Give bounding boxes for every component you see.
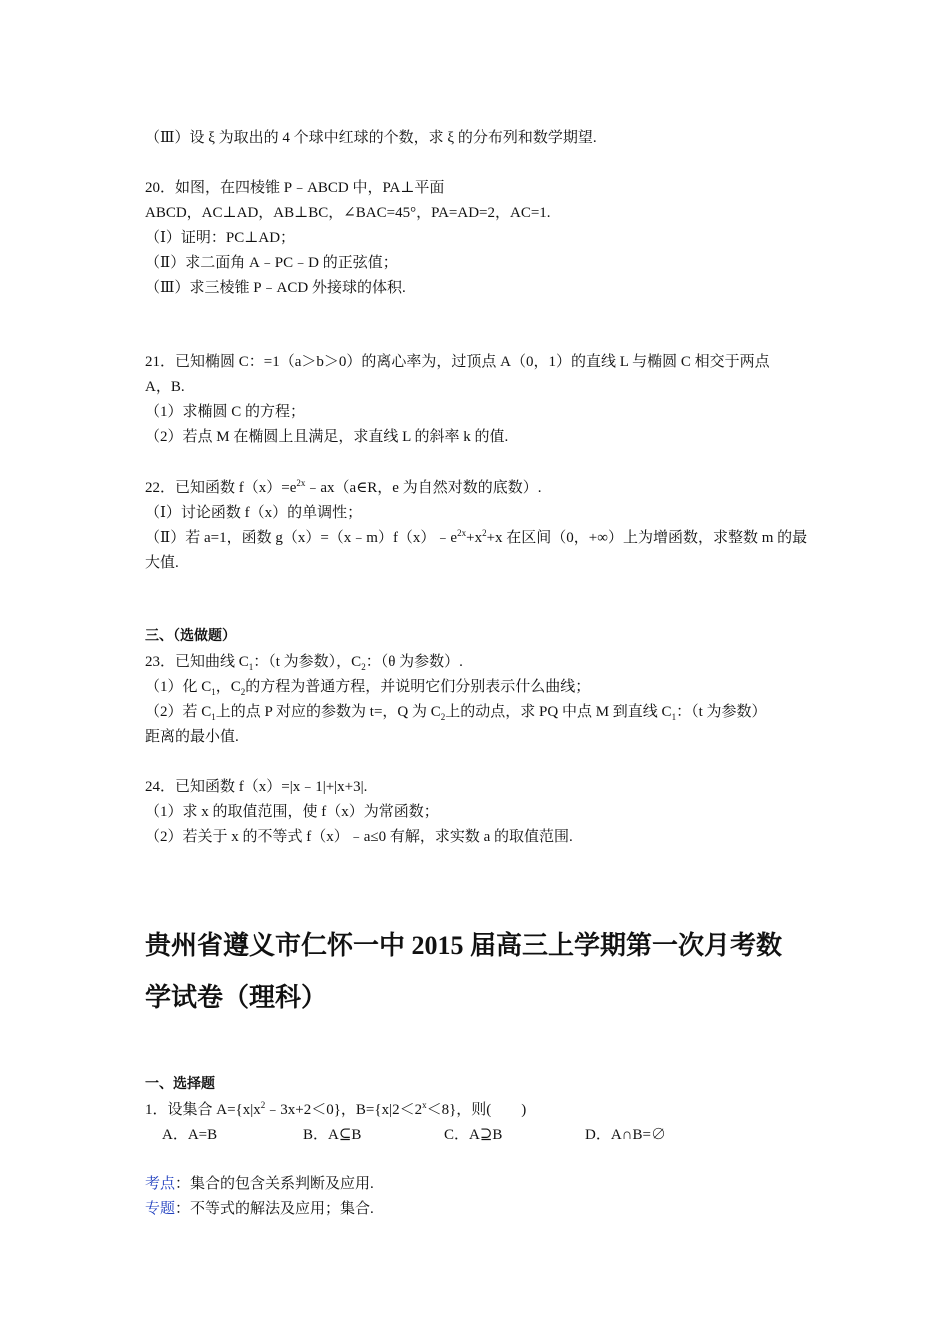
q22-part2-text-end: +x 在区间（0，+∞）上为增函数，求整数 m 的最 xyxy=(486,530,808,546)
q21-part2: （2）若点 M 在椭圆上且满足，求直线 L 的斜率 k 的值. xyxy=(145,429,509,445)
q1-kaodian xyxy=(145,1174,374,1194)
q23-part2-text-3: 上的动点，求 PQ 中点 M 到直线 C xyxy=(445,704,672,720)
q1-stem-text-mid: ﹣3x+2＜0}，B={x|2＜2 xyxy=(265,1102,423,1118)
q23-subscript-2: 2 xyxy=(361,662,366,672)
q20-stem-line2: ABCD，AC⊥AD，AB⊥BC，∠BAC=45°，PA=AD=2，AC=1. xyxy=(145,205,551,221)
q1-choice-d: D．A∩B=∅ xyxy=(585,1127,666,1143)
q23-stem-text: 23．已知曲线 C xyxy=(145,654,249,670)
q20-stem-line1: 20．如图，在四棱锥 P﹣ABCD 中，PA⊥平面 xyxy=(145,180,445,196)
q1-stem-text: 1．设集合 A={x|x xyxy=(145,1102,261,1118)
q1-stem xyxy=(145,1100,526,1120)
q22-stem-text-end: ﹣ax（a∈R，e 为自然对数的底数）. xyxy=(305,480,542,496)
q1-choice-a: A．A=B xyxy=(162,1127,218,1143)
q1-choice-c: C．A⊇B xyxy=(444,1127,503,1143)
q23-part1-subscript-2: 2 xyxy=(240,687,246,697)
q1-exponent-2: x xyxy=(422,1100,427,1110)
q23-part2-line2: 距离的最小值. xyxy=(145,729,239,745)
q23-part2 xyxy=(145,702,766,722)
q23-stem-text-mid: ：（t 为参数），C xyxy=(253,654,362,670)
q23-part1-text: （1）化 C xyxy=(145,679,212,695)
q22-part1: （Ⅰ）讨论函数 f（x）的单调性； xyxy=(145,505,363,521)
q22-part2 xyxy=(145,528,807,548)
q23-part1-text-end: 的方程为普通方程，并说明它们分别表示什么曲线； xyxy=(245,679,591,695)
q22-part2-text: （Ⅱ）若 a=1，函数 g（x）=（x﹣m）f（x）﹣e xyxy=(145,530,458,546)
q1-exponent-1: 2 xyxy=(260,1100,266,1110)
q1-zhuanti xyxy=(145,1199,374,1219)
q22-part2-text-mid: +x xyxy=(466,530,483,546)
q23-part2-text-end: ：（t 为参数） xyxy=(676,704,767,720)
q20-part3: （Ⅲ）求三棱锥 P﹣ACD 外接球的体积. xyxy=(145,280,406,296)
q23-stem-text-end: ：（θ 为参数）. xyxy=(365,654,463,670)
kaodian-label: 考点 xyxy=(145,1176,176,1192)
q24-part1: （1）求 x 的取值范围，使 f（x）为常函数； xyxy=(145,804,439,820)
exam-title-line1: 贵州省遵义市仁怀一中 2015 届高三上学期第一次月考数 xyxy=(145,931,783,960)
q23-stem xyxy=(145,652,463,672)
section3-heading: 三、（选做题） xyxy=(145,629,236,644)
q23-part2-text: （2）若 C xyxy=(145,704,212,720)
q23-part2-subscript-2: 2 xyxy=(440,712,446,722)
q23-part1-subscript-1: 1 xyxy=(211,687,216,697)
q23-part1-text-mid: ，C xyxy=(215,679,241,695)
q19-part3: （Ⅲ）设 ξ 为取出的 4 个球中红球的个数，求 ξ 的分布列和数学期望. xyxy=(145,130,597,146)
q20-part1: （Ⅰ）证明：PC⊥AD； xyxy=(145,230,296,246)
q20-part2: （Ⅱ）求二面角 A﹣PC﹣D 的正弦值； xyxy=(145,255,398,271)
q22-stem xyxy=(145,478,541,498)
q23-subscript-1: 1 xyxy=(248,662,254,672)
q21-part1: （1）求椭圆 C 的方程； xyxy=(145,404,306,420)
q21-stem-line1: 21．已知椭圆 C：=1（a＞b＞0）的离心率为，过顶点 A（0，1）的直线 L 与椭圆 C 相交于两点 xyxy=(145,354,770,370)
q22-stem-text: 22．已知函数 f（x）=e xyxy=(145,480,297,496)
q22-part2-exponent-1: 2x xyxy=(457,528,467,538)
q21-stem-line2: A，B. xyxy=(145,379,185,395)
q23-part2-subscript-3: 1 xyxy=(671,712,677,722)
q24-part2: （2）若关于 x 的不等式 f（x）﹣a≤0 有解，求实数 a 的取值范围. xyxy=(145,829,573,845)
q23-part2-subscript-1: 1 xyxy=(211,712,216,722)
exam-title-line2: 学试卷（理科） xyxy=(145,983,328,1012)
section1-heading: 一、选择题 xyxy=(145,1077,215,1092)
q22-part2-line2: 大值. xyxy=(145,555,179,571)
q1-choices xyxy=(162,1125,726,1145)
q22-part2-exponent-2: 2 xyxy=(482,528,487,538)
q22-exponent: 2x xyxy=(296,478,306,488)
zhuanti-label: 专题 xyxy=(145,1201,176,1217)
q23-part2-text-2: 上的点 P 对应的参数为 t=，Q 为 C xyxy=(215,704,441,720)
kaodian-text: ：集合的包含关系判断及应用. xyxy=(175,1176,374,1192)
zhuanti-text: ：不等式的解法及应用；集合. xyxy=(175,1201,374,1217)
q23-part1 xyxy=(145,677,590,697)
q24-stem: 24．已知函数 f（x）=|x﹣1|+|x+3|. xyxy=(145,779,368,795)
q1-stem-text-end: ＜8}，则( ) xyxy=(426,1102,527,1118)
q1-choice-b: B．A⊆B xyxy=(303,1127,362,1143)
